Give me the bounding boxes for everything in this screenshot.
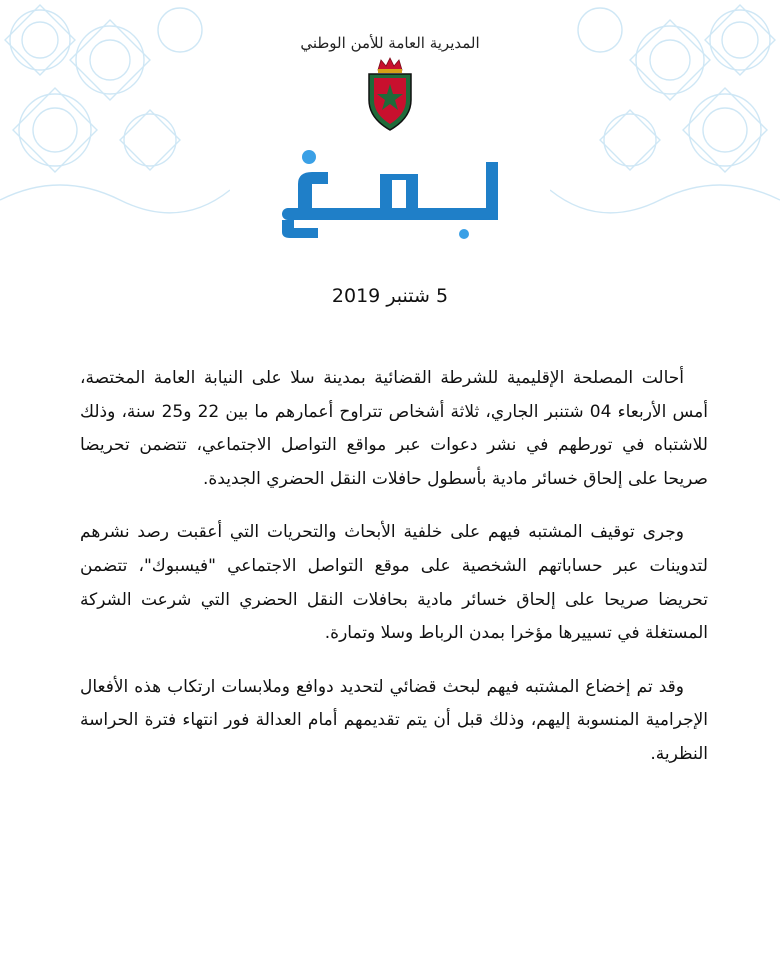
paragraph: أحالت المصلحة الإقليمية للشرطة القضائية بمدينة سلا على النيابة العامة المختصة، أمس الأربعاء 04 شتنبر الجاري، ثلاثة أشخاص تتراوح أعمارهم ما بين 22 و25 سنة، وذلك للاشتباه في تورطهم في نشر دعوات عبر مواقع التواصل الاجتماعي، تتضمن تحريضا صريحا على إلحاق خسائر مادية بأسطول حافلات النقل الحضري الجديدة. — [80, 368, 708, 489]
decorative-pattern-left — [0, 0, 230, 220]
headline-graphic — [278, 150, 502, 240]
agency-name: المديرية العامة للأمن الوطني — [300, 34, 480, 52]
police-emblem-icon — [365, 56, 415, 132]
decorative-pattern-right — [550, 0, 780, 220]
communique-body — [80, 362, 708, 792]
paragraph: وقد تم إخضاع المشتبه فيهم لبحث قضائي لتحديد دوافع وملابسات ارتكاب هذه الأفعال الإجرامية المنسوبة إليهم، وذلك قبل أن يتم تقديمهم أمام العدالة فور انتهاء فترة الحراسة النظرية. — [80, 676, 708, 764]
paragraph: وجرى توقيف المشتبه فيهم على خلفية الأبحاث والتحريات التي أعقبت رصد نشرهم لتدوينات عبر حساباتهم الشخصية على موقع التواصل الاجتماعي "فيسبوك"، تتضمن تحريضا صريحا على إلحاق خسائر مادية بحافلات النقل الحضري التي شرعت الشركة المستغلة في تسييرها مؤخرا بمدن الرباط وسلا وتمارة. — [80, 522, 708, 644]
document-date: 5 شتنبر 2019 — [331, 285, 449, 307]
